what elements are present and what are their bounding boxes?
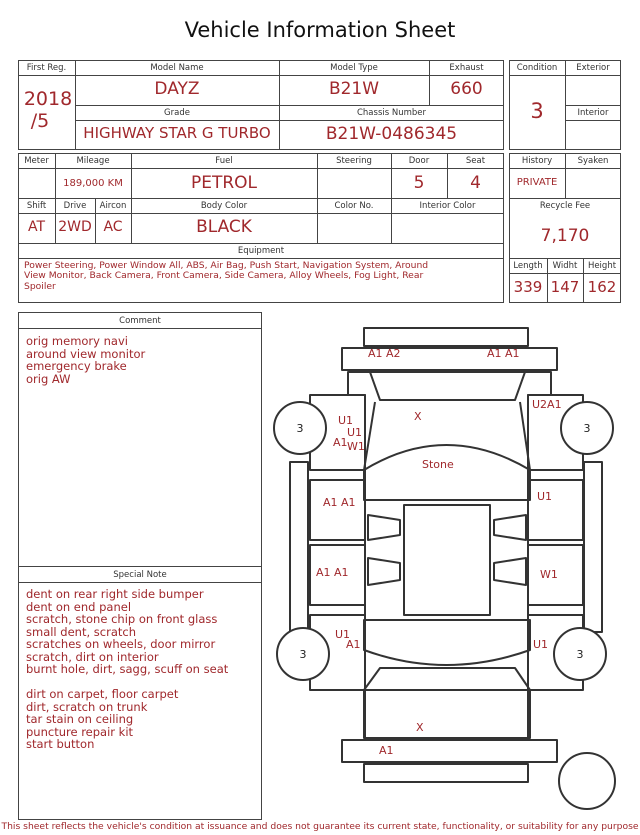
mileage-label: Mileage <box>76 156 110 166</box>
door-label: Door <box>408 156 430 166</box>
code-left-fender-3: A1 <box>333 436 348 449</box>
wheel-fl-value: 3 <box>296 422 304 435</box>
aircon-value: AC <box>103 219 123 235</box>
comment-item: orig memory navi <box>26 334 128 348</box>
code-right-front-door: U1 <box>537 490 553 503</box>
code-right-quarter: U1 <box>533 638 549 651</box>
exhaust-label: Exhaust <box>449 63 484 73</box>
code-roof: Stone <box>422 458 454 471</box>
equipment-text: Power Steering, Power Window All, ABS, Air Bag, Push Start, Navigation System, Around View Monitor, Back Camera, Front Camera, Side Camera, Alloy Wheels, Fog Light, Rear Spoiler <box>24 260 429 292</box>
special-note-label: Special Note <box>113 570 167 580</box>
fuel-value: PETROL <box>190 173 258 193</box>
model-type-label: Model Type <box>330 63 378 73</box>
code-left-fender-2: U1 <box>347 426 363 439</box>
code-rear-bumper: A1 <box>379 744 394 757</box>
note-item: scratch, stone chip on front glass <box>26 612 218 626</box>
meter-label: Meter <box>24 156 49 166</box>
chassis-label: Chassis Number <box>356 108 427 118</box>
exterior-label: Exterior <box>576 63 610 73</box>
body-color-value: BLACK <box>196 217 252 237</box>
comment-item: emergency brake <box>26 359 127 373</box>
exhaust-value: 660 <box>450 79 483 99</box>
history-label: History <box>521 156 553 166</box>
disclaimer-footer: This sheet reflects the vehicle's condition at issuance and does not guarantee its current state, functionality, or suitability for any purpose <box>1 821 639 832</box>
code-left-quarter-2: A1 <box>346 638 361 651</box>
width-value: 147 <box>550 278 580 296</box>
comment-item: orig AW <box>26 371 71 386</box>
length-value: 339 <box>513 278 543 296</box>
model-name-label: Model Name <box>150 63 204 73</box>
first-reg-month: /5 <box>30 110 50 132</box>
seat-value: 4 <box>470 173 481 193</box>
grade-value: HIGHWAY STAR G TURBO <box>83 124 271 142</box>
code-left-front-door: A1 A1 <box>323 496 356 509</box>
note-item: small dent, scratch <box>26 624 136 639</box>
model-name-value: DAYZ <box>154 79 200 99</box>
body-color-label: Body Color <box>200 201 248 211</box>
note-item: start button <box>26 737 95 751</box>
code-front-bumper-right: A1 A1 <box>487 347 520 360</box>
note-item: puncture repair kit <box>26 724 134 739</box>
height-label: Height <box>587 261 617 271</box>
code-front-bumper-left: A1 A2 <box>368 347 401 360</box>
code-left-quarter-1: U1 <box>335 628 351 641</box>
interior-label: Interior <box>577 108 609 118</box>
wheel-rr-value: 3 <box>576 648 584 661</box>
model-type-value: B21W <box>328 79 380 99</box>
shift-value: AT <box>27 219 46 235</box>
note-item: burnt hole, dirt, sagg, scuff on seat <box>26 662 229 676</box>
comment-label: Comment <box>119 316 161 326</box>
door-value: 5 <box>413 173 425 193</box>
wheel-rl-value: 3 <box>299 648 307 661</box>
condition-value: 3 <box>530 99 544 123</box>
color-no-label: Color No. <box>334 201 374 211</box>
aircon-label: Aircon <box>99 201 127 211</box>
code-left-fender-1: U1 <box>338 414 354 427</box>
mileage-value: 189,000 KM <box>63 178 123 189</box>
interior-color-label: Interior Color <box>419 201 476 211</box>
note-item: scratch, dirt on interior <box>26 649 159 664</box>
note-item: scratches on wheels, door mirror <box>26 637 216 651</box>
first-reg-year: 2018 <box>23 88 73 110</box>
recycle-fee-value: 7,170 <box>540 226 590 246</box>
grade-label: Grade <box>164 108 190 118</box>
recycle-fee-label: Recycle Fee <box>539 201 591 211</box>
note-item: dirt on carpet, floor carpet <box>26 687 179 701</box>
equipment-label: Equipment <box>237 246 285 256</box>
steering-label: Steering <box>336 156 372 166</box>
code-right-fender: U2A1 <box>532 398 562 411</box>
fuel-label: Fuel <box>215 156 233 166</box>
history-value: PRIVATE <box>516 177 558 188</box>
drive-label: Drive <box>63 201 87 211</box>
width-label: Widht <box>552 261 578 271</box>
condition-label: Condition <box>516 63 558 73</box>
code-hood: X <box>414 410 422 423</box>
height-value: 162 <box>587 278 617 296</box>
note-item: dent on rear right side bumper <box>26 587 204 601</box>
wheel-fr-value: 3 <box>583 422 591 435</box>
page-title: Vehicle Information Sheet <box>184 18 456 42</box>
chassis-value: B21W-0486345 <box>325 124 458 144</box>
drive-value: 2WD <box>58 219 92 235</box>
note-item: dirt, scratch on trunk <box>26 699 148 714</box>
seat-label: Seat <box>465 156 486 166</box>
shift-label: Shift <box>26 201 47 211</box>
note-item: tar stain on ceiling <box>26 712 134 726</box>
code-left-rear-door: A1 A1 <box>316 566 349 579</box>
code-left-fender-4: W1 <box>347 440 365 453</box>
comment-item: around view monitor <box>26 346 146 361</box>
syaken-label: Syaken <box>577 156 609 166</box>
spare-wheel <box>559 753 615 809</box>
note-item: dent on end panel <box>26 599 132 614</box>
code-right-rear-door: W1 <box>540 568 558 581</box>
first-reg-label: First Reg. <box>26 63 67 73</box>
code-trunk: X <box>416 721 424 734</box>
length-label: Length <box>513 261 543 271</box>
